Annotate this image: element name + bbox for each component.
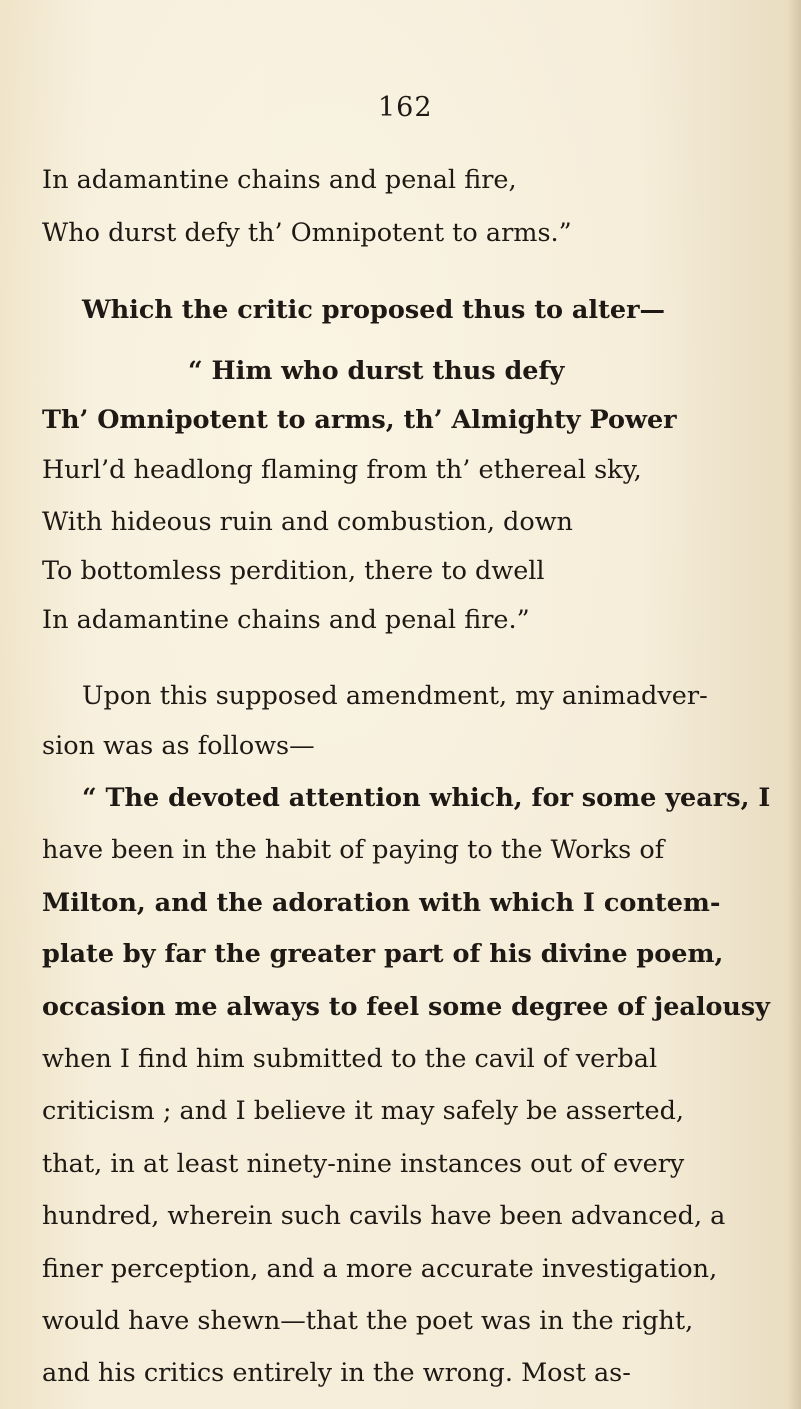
text-line-16: occasion me always to feel some degree of jealousy xyxy=(42,992,770,1022)
text-line-20: hundred, wherein such cavils have been advanced, a xyxy=(42,1201,726,1231)
text-line-22: would have shewn—that the poet was in the right, xyxy=(42,1306,694,1336)
text-line-13: have been in the habit of paying to the Works of xyxy=(42,835,665,865)
text-line-8: To bottomless perdition, there to dwell xyxy=(42,556,545,586)
text-line-21: finer perception, and a more accurate investigation, xyxy=(42,1254,718,1284)
text-line-7: With hideous ruin and combustion, down xyxy=(42,507,573,537)
text-line-23: and his critics entirely in the wrong. Most as- xyxy=(42,1358,631,1388)
text-line-14: Milton, and the adoration with which I contem- xyxy=(42,888,721,918)
text-line-6: Hurl’d headlong flaming from th’ ethereal sky, xyxy=(42,455,642,485)
text-line-12: “ The devoted attention which, for some years, I xyxy=(82,783,771,813)
text-line-10: Upon this supposed amendment, my animadver- xyxy=(82,681,708,711)
text-line-1: In adamantine chains and penal fire, xyxy=(42,165,517,195)
page-edge-shadow xyxy=(787,0,801,1409)
text-line-19: that, in at least ninety-nine instances out of every xyxy=(42,1149,685,1179)
text-line-18: criticism ; and I believe it may safely be asserted, xyxy=(42,1096,685,1126)
text-line-15: plate by far the greater part of his divine poem, xyxy=(42,939,724,969)
text-line-11: sion was as follows— xyxy=(42,731,315,761)
text-line-5: Th’ Omnipotent to arms, th’ Almighty Power xyxy=(42,405,677,435)
text-line-2: Who durst defy th’ Omnipotent to arms.” xyxy=(42,218,572,248)
text-line-3: Which the critic proposed thus to alter— xyxy=(82,295,666,325)
page-number: 162 xyxy=(378,92,433,123)
text-line-4: “ Him who durst thus defy xyxy=(188,356,565,386)
text-line-17: when I find him submitted to the cavil of verbal xyxy=(42,1044,658,1074)
text-line-9: In adamantine chains and penal fire.” xyxy=(42,605,530,635)
